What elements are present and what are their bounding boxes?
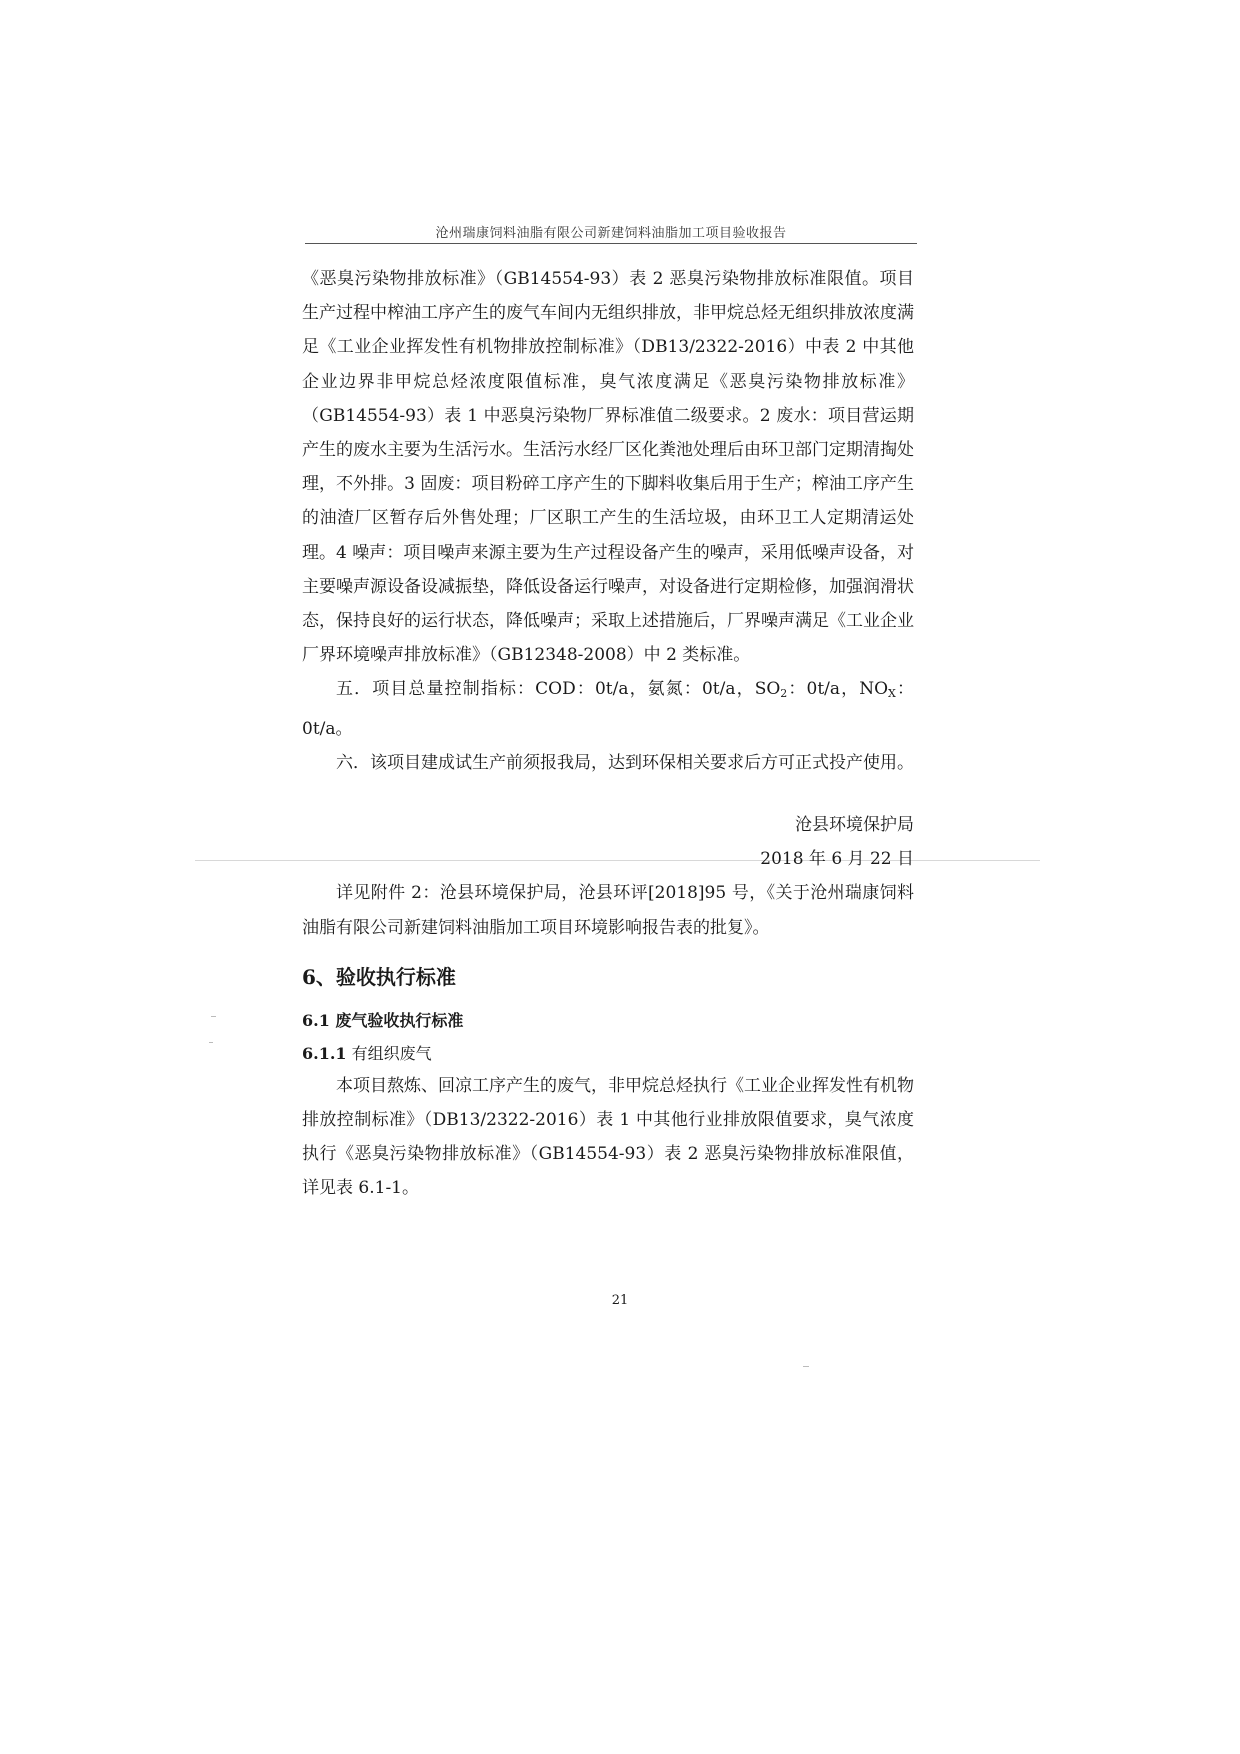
header-rule: [305, 243, 917, 244]
paragraph-attachment-reference: 详见附件 2：沧县环境保护局，沧县环评[2018]95 号，《关于沧州瑞康饲料油脂有限公司新建饲料油脂加工项目环境影响报告表的批复》。: [302, 883, 914, 938]
section-6-1-1-heading: 6.1.1 有组织废气: [302, 1043, 432, 1063]
page-number: 21: [611, 1293, 629, 1308]
signature-date: 2018 年 6 月 22 日: [760, 849, 914, 870]
running-header: 沧州瑞康饲料油脂有限公司新建饲料油脂加工项目验收报告: [435, 226, 787, 241]
section-6-1-heading: 6.1 废气验收执行标准: [302, 1010, 464, 1030]
paragraph-standards-continued: 《恶臭污染物排放标准》（GB14554-93）表 2 恶臭污染物排放标准限值。项目生产过程中榨油工序产生的废气车间内无组织排放，非甲烷总烃无组织排放浓度满足《工业企业挥发性有机物排放控制标准》（DB13/2322-2016）中表 2 中其他企业边界非甲烷总烃浓度限值标准，臭气浓度满足《恶臭污染物排放标准》（GB14554-93）表 1 中恶臭污染物厂界标准值二级要求。2 废水：项目营运期产生的废水主要为生活污水。生活污水经厂区化粪池处理后由环卫部门定期清掏处理，不外排。3 固废：项目粉碎工序产生的下脚料收集后用于生产；榨油工序产生的油渣厂区暂存后外售处理；厂区职工产生的生活垃圾，由环卫工人定期清运处理。4 噪声：项目噪声来源主要为生产过程设备产生的噪声，采用低噪声设备，对主要噪声源设备设减振垫，降低设备运行噪声，对设备进行定期检修，加强润滑状态，保持良好的运行状态，降低噪声；采取上述措施后，厂界噪声满足《工业企业厂界环境噪声排放标准》（GB12348-2008）中 2 类标准。: [302, 269, 914, 666]
paragraph-trial-production: 六．该项目建成试生产前须报我局，达到环保相关要求后方可正式投产使用。: [336, 752, 914, 773]
scan-speck: [803, 1366, 809, 1367]
scan-speck: [209, 1042, 213, 1043]
paragraph-total-control: 五．项目总量控制指标：COD：0t/a，氨氮：0t/a，$SO_2$：0t/a，$NO_X$：0t/a。: [302, 679, 914, 739]
signature-organization: 沧县环境保护局: [795, 815, 914, 836]
paragraph-organized-emissions: 本项目熬炼、回凉工序产生的废气，非甲烷总烃执行《工业企业挥发性有机物排放控制标准》（DB13/2322-2016）表 1 中其他行业排放限值要求，臭气浓度执行《恶臭污染物排放标准》（GB14554-93）表 2 恶臭污染物排放标准限值，详见表 6.1-1。: [302, 1075, 914, 1199]
spacer: [302, 780, 914, 808]
section-6-heading: 6、验收执行标准: [302, 964, 456, 989]
main-content: [302, 262, 914, 1206]
scan-speck: [211, 1016, 216, 1017]
